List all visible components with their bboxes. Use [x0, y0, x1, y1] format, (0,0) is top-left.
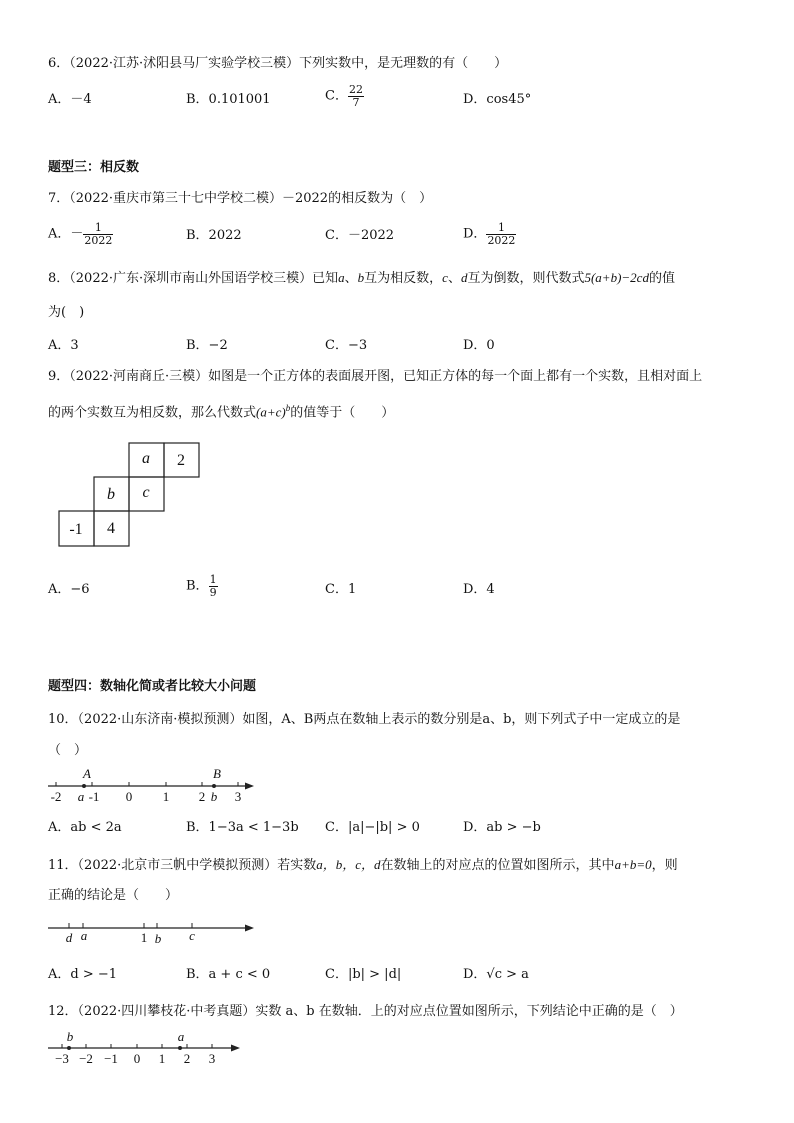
- fraction-numerator: 1: [83, 222, 113, 235]
- tick-label: −2: [79, 1051, 93, 1066]
- label-b: b: [154, 931, 162, 946]
- fraction-denominator: 2022: [487, 234, 516, 247]
- q10-stem-line2: （ ）: [48, 743, 88, 758]
- q6-option-c: [325, 84, 364, 109]
- q9-option-b-fraction: [209, 574, 218, 599]
- fraction-numerator: 1: [486, 222, 516, 235]
- q7-stem: 7．（2022·重庆市第三十七中学校二模）－2022的相反数为（ ）: [48, 191, 433, 206]
- q8-option-c: C．−3: [325, 338, 368, 353]
- q12-number-line: [44, 1028, 244, 1068]
- q11-stem-part3: ，则: [651, 858, 678, 873]
- tick-label: 0: [125, 789, 133, 804]
- tick-label: 3: [234, 789, 242, 804]
- label-c: c: [189, 928, 195, 943]
- q7-option-a-label: A．－: [48, 226, 84, 242]
- net-label-4: 4: [107, 520, 115, 537]
- q11-option-d: D．√c > a: [463, 967, 529, 982]
- q8-stem-line1: [48, 270, 675, 287]
- q7-option-d-fraction: [486, 222, 516, 247]
- q11-stem-part2: 在数轴上的对应点的位置如图所示，其中: [380, 858, 615, 873]
- net-label-c: c: [142, 484, 150, 501]
- tick-label: 3: [208, 1051, 216, 1066]
- tick-label: -2: [50, 789, 62, 804]
- q10-number-line: [44, 764, 259, 806]
- label-b: b: [210, 789, 218, 804]
- q9-expression-exponent: b: [285, 403, 291, 413]
- q7-option-a: [48, 222, 113, 247]
- q8-var-d: d: [460, 270, 468, 285]
- q8-var-a: a: [338, 270, 345, 285]
- q8-var-b: b: [357, 270, 365, 285]
- net-label-a: a: [142, 450, 150, 467]
- q6-option-a: A．－4: [48, 92, 92, 107]
- section-3-title: 题型三：相反数: [48, 160, 140, 175]
- net-label-b: b: [107, 486, 115, 503]
- q7-option-d: [463, 222, 516, 247]
- q10-option-c: C．|a|−|b| > 0: [325, 820, 420, 835]
- q11-stem-line2: 正确的结论是（ ）: [48, 888, 179, 903]
- q6-option-d: D．cos45°: [463, 92, 532, 107]
- tick-label: −1: [104, 1051, 118, 1066]
- q8-stem-part3: 互为倒数，则代数式: [467, 271, 585, 286]
- label-A: A: [83, 766, 91, 781]
- q11-vars: a，b，c，d: [316, 857, 381, 872]
- q7-option-a-fraction: [83, 222, 113, 247]
- axis-arrow: [231, 1045, 240, 1052]
- tick-label: 2: [183, 1051, 191, 1066]
- q9-option-b: [186, 574, 218, 599]
- q9-option-c: C．1: [325, 582, 357, 597]
- q8-option-d: D．0: [463, 338, 495, 353]
- q8-var-c: c: [442, 270, 448, 285]
- q11-option-b: B．a + c < 0: [186, 967, 271, 982]
- fraction-denominator: 2022: [84, 234, 113, 247]
- q7-option-b: B．2022: [186, 228, 242, 243]
- label-a: a: [177, 1029, 185, 1044]
- tick-label: −3: [55, 1051, 69, 1066]
- q6-option-c-fraction: [348, 84, 364, 109]
- fraction-numerator: 22: [348, 83, 363, 96]
- q9-option-d: D．4: [463, 582, 495, 597]
- point-B: [212, 784, 216, 788]
- q8-option-b: B．−2: [186, 338, 228, 353]
- fraction-denominator: 9: [209, 586, 217, 599]
- section-4-title: 题型四：数轴化简或者比较大小问题: [48, 679, 257, 694]
- label-a: a: [77, 789, 85, 804]
- q11-option-c: C．|b| > |d|: [325, 967, 402, 982]
- q9-stem-line1: 9．（2022·河南商丘·三模）如图是一个正方体的表面展开图，已知正方体的每一个面上都有一个实数，且相对面上: [48, 369, 703, 384]
- q7-option-c: C．－2022: [325, 228, 395, 243]
- tick-label: 0: [133, 1051, 141, 1066]
- q10-option-a: A．ab < 2a: [48, 820, 122, 835]
- q9-expression: (a+c): [256, 404, 286, 420]
- q9-stem-line2: [48, 400, 394, 421]
- label-d: d: [65, 930, 73, 945]
- net-label-neg1: -1: [69, 521, 83, 538]
- label-1: 1: [140, 930, 148, 945]
- tick-label: 1: [158, 1051, 166, 1066]
- q9-option-a: A．−6: [48, 582, 90, 597]
- q11-number-line: [44, 916, 259, 948]
- label-b: b: [66, 1029, 74, 1044]
- q6-option-c-label: C．: [325, 88, 348, 104]
- q8-stem-part4: 的值: [648, 271, 675, 286]
- q11-stem-line1: [48, 857, 678, 874]
- q11-stem-part1: 11．（2022·北京市三帆中学模拟预测）若实数: [48, 858, 317, 873]
- q6-option-b: B．0.101001: [186, 92, 271, 107]
- point-b: [67, 1046, 71, 1050]
- q11-condition: a+b=0: [614, 857, 652, 872]
- point-A: [82, 784, 86, 788]
- q12-stem: 12．（2022·四川攀枝花·中考真题）实数 a、b 在数轴．上的对应点位置如图所示，下列结论中正确的是（ ）: [48, 1004, 683, 1019]
- q8-sep1: 、: [344, 271, 358, 286]
- fraction-numerator: 1: [209, 573, 217, 586]
- q8-sep2: 、: [447, 271, 461, 286]
- q9-option-b-label: B．: [186, 578, 209, 594]
- q10-stem: 10．（2022·山东济南·模拟预测）如图，A、B两点在数轴上表示的数分别是a、b，则下列式子中一定成立的是: [48, 712, 681, 727]
- q8-stem-line2: 为( ): [48, 305, 85, 320]
- point-a: [178, 1046, 182, 1050]
- q8-stem-part2: 互为相反数，: [364, 271, 443, 286]
- q9-cube-net-figure: [58, 442, 203, 548]
- tick-label: -1: [88, 789, 100, 804]
- q10-option-b: B．1−3a < 1−3b: [186, 820, 299, 835]
- q6-stem: 6．（2022·江苏·沭阳县马厂实验学校三模）下列实数中，是无理数的有（ ）: [48, 56, 508, 71]
- q9-stem-part2: 的值等于（ ）: [290, 405, 395, 421]
- tick-label: 2: [198, 789, 206, 804]
- q7-option-d-label: D．: [463, 226, 487, 242]
- q8-expression: 5(a+b)−2cd: [584, 270, 649, 285]
- tick-label: 1: [162, 789, 170, 804]
- fraction-denominator: 7: [352, 96, 360, 109]
- q11-option-a: A．d > −1: [48, 967, 118, 982]
- axis-arrow: [245, 783, 254, 790]
- q8-option-a: A．3: [48, 338, 79, 353]
- q10-option-d: D．ab > −b: [463, 820, 541, 835]
- q8-stem-part1: 8．（2022·广东·深圳市南山外国语学校三模）已知: [48, 271, 339, 286]
- q9-stem-part1: 的两个实数互为相反数，那么代数式: [48, 405, 257, 421]
- net-label-2: 2: [177, 452, 185, 469]
- label-a: a: [80, 928, 88, 943]
- label-B: B: [213, 766, 221, 781]
- axis-arrow: [245, 925, 254, 932]
